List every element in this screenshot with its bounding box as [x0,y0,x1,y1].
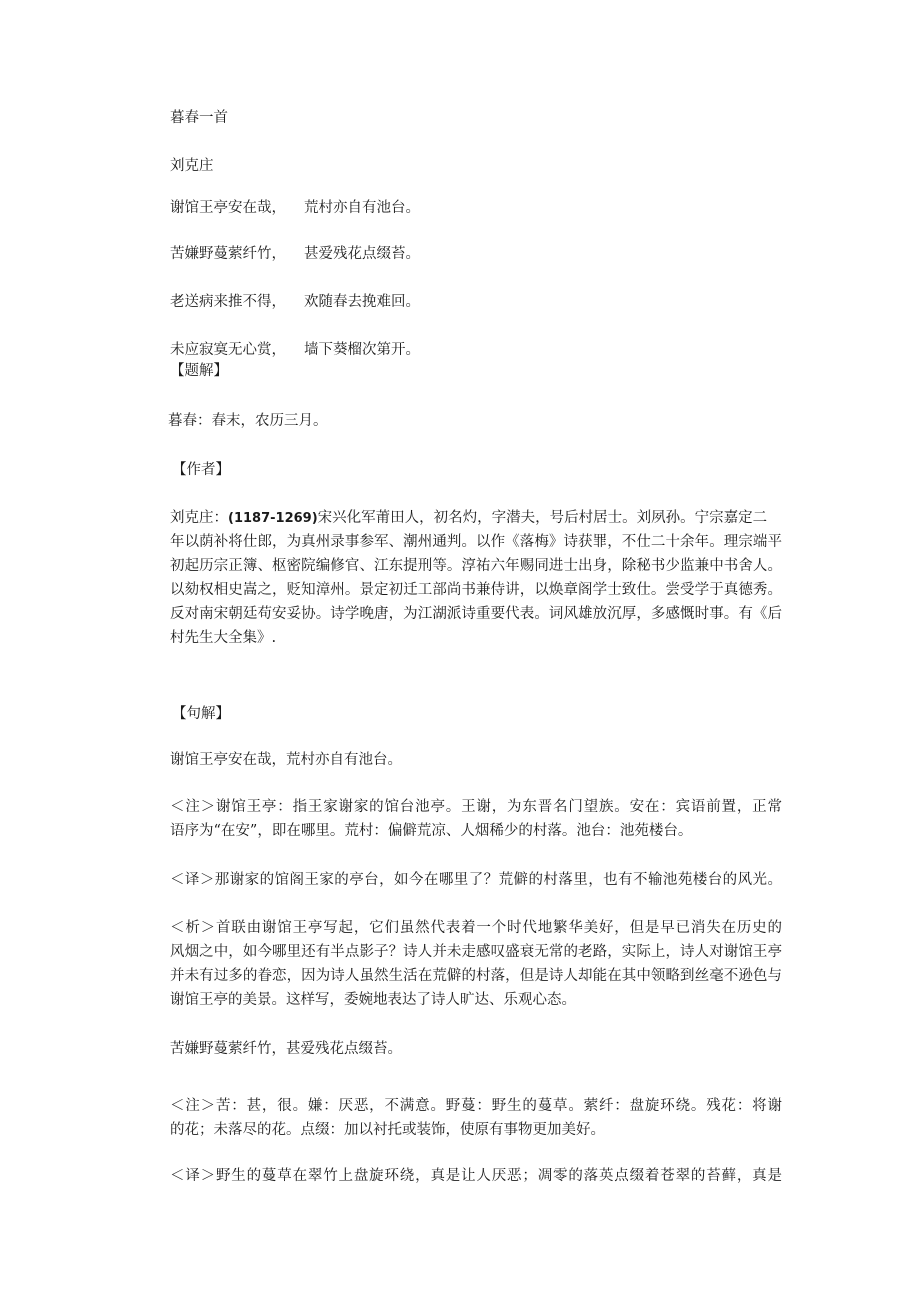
translation-line: ＜译＞野生的蔓草在翠竹上盘旋环绕，真是让人厌恶；凋零的落英点缀着苍翠的苔藓，真是 [170,1168,782,1184]
analysis-line: ＜析＞首联由谢馆王亭写起，它们虽然代表着一个时代地繁华美好，但是早已消失在历史的 [170,920,782,936]
poem-line-second-half: 欢随春去挽难回。 [304,294,420,310]
analysis-line: 谢馆王亭的美景。这样写，委婉地表达了诗人旷达、乐观心态。 [170,992,576,1008]
author-bio-line: 初起历宗正簿、枢密院编修官、江东提刑等。淳祐六年赐同进士出身，除秘书少监兼中书舍人。 [170,558,782,574]
poem-line [170,198,420,218]
poem-line-first-half: 老送病来推不得， [170,294,286,310]
analysis-line: 风烟之中，如今哪里还有半点影子？诗人并未走感叹盛衰无常的老路，实际上，诗人对谢馆王亭 [170,944,782,960]
analysis-line: 并未有过多的眷恋，因为诗人虽然生活在荒僻的村落，但是诗人却能在其中领略到丝毫不逊色与 [170,968,782,984]
section-heading-tijie: 【题解】 [170,363,228,379]
author-bio-line: 村先生大全集》. [170,630,277,646]
poem-line [170,244,420,264]
annotation-line: 语序为“在安”，即在哪里。荒村：偏僻荒凉、人烟稀少的村落。池台：池苑楼台。 [170,823,693,839]
annotation-line: ＜注＞谢馆王亭：指王家谢家的馆台池亭。王谢，为东晋名门望族。安在：宾语前置，正常 [170,799,782,815]
poem-line-second-half: 荒村亦自有池台。 [304,200,420,216]
poem-line [170,292,420,312]
poem-line [170,340,420,360]
author-name: 刘克庄： [170,510,228,526]
section-heading-zuozhe: 【作者】 [172,462,230,478]
poem-line-second-half: 甚爱残花点缀苔。 [304,246,420,262]
author-bio-text: 宋兴化军莆田人，初名灼，字潜夫，号后村居士。刘夙孙。宁宗嘉定二 [317,510,768,526]
author-bio-line [170,508,767,529]
poem-line-second-half: 墙下葵榴次第开。 [304,342,420,358]
verse-quote: 谢馆王亭安在哉，荒村亦自有池台。 [170,752,402,768]
annotation-line: ＜注＞苦：甚，很。嫌：厌恶，不满意。野蔓：野生的蔓草。萦纤：盘旋环绕。残花：将谢 [170,1098,782,1114]
annotation-line: 的花；未落尽的花。点缀：加以衬托或装饰，使原有事物更加美好。 [170,1122,605,1138]
section-heading-jujie: 【句解】 [172,706,230,722]
author-dates: (1187-1269) [228,511,318,526]
author-bio-line: 反对南宋朝廷苟安妥协。诗学晚唐，为江湖派诗重要代表。词风雄放沉厚，多感慨时事。有《后 [170,606,782,622]
author-bio-line: 以劾权相史嵩之，贬知漳州。景定初迁工部尚书兼侍讲，以焕章阁学士致仕。尝受学于真德秀。 [170,582,782,598]
poem-line-first-half: 谢馆王亭安在哉， [170,200,286,216]
translation-line: ＜译＞那谢家的馆阁王家的亭台，如今在哪里了？荒僻的村落里，也有不输池苑楼台的风光。 [170,872,782,888]
poem-title: 暮春一首 [170,110,228,126]
poem-author: 刘克庄 [170,158,214,174]
tijie-text: 暮春：春末，农历三月。 [168,413,328,429]
verse-quote: 苦嫌野蔓萦纤竹，甚爱残花点缀苔。 [170,1041,402,1057]
poem-line-first-half: 未应寂寞无心赏， [170,342,286,358]
poem-line-first-half: 苦嫌野蔓萦纤竹， [170,246,286,262]
author-bio-line: 年以荫补将仕郎，为真州录事参军、潮州通判。以作《落梅》诗获罪，不仕二十余年。理宗端平 [170,534,782,550]
